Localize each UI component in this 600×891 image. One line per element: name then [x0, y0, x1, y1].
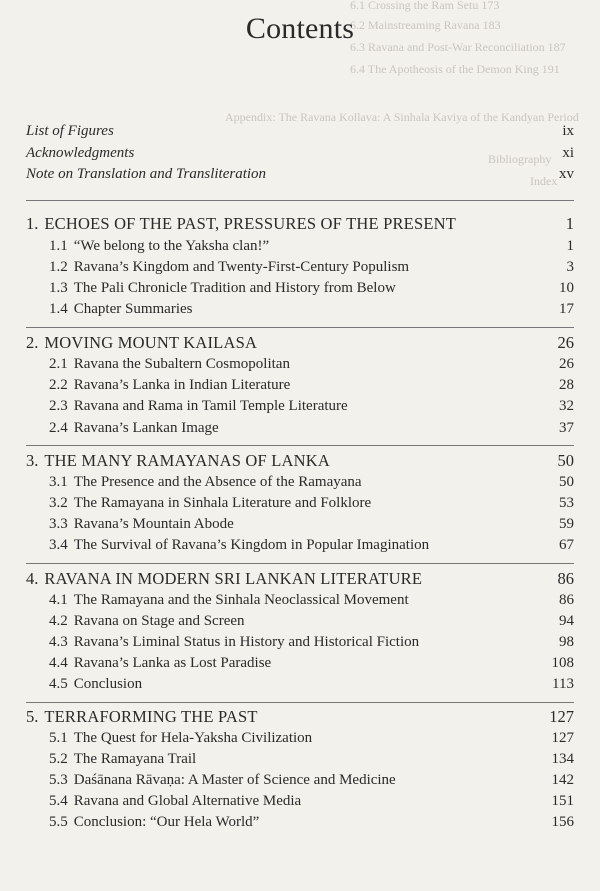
page-number: 127 — [551, 730, 574, 746]
section-number: 2.1 — [49, 356, 68, 372]
section-entry[interactable] — [49, 730, 574, 747]
bleed-through-line: 6.3 Ravana and Post-War Reconciliation 187 — [350, 40, 566, 54]
section-title: The Ramayana in Sinhala Literature and Folklore — [73, 495, 372, 511]
page-number: 86 — [559, 592, 574, 608]
section-entry[interactable] — [49, 238, 574, 255]
section-number: 1.4 — [49, 301, 68, 317]
page-number: 50 — [559, 474, 574, 490]
page-number: 1 — [566, 238, 574, 254]
page-number: 98 — [559, 634, 574, 650]
page-number: 156 — [551, 814, 574, 830]
section-number: 2.4 — [49, 420, 68, 436]
chapter-title: ECHOES OF THE PAST, PRESSURES OF THE PRESENT — [44, 214, 456, 233]
front-matter-entry[interactable] — [26, 166, 574, 183]
section-title: Ravana’s Lanka in Indian Literature — [73, 377, 291, 393]
section-number: 5.5 — [49, 814, 68, 830]
section-entry[interactable] — [49, 772, 574, 789]
bleed-through-line: 6.4 The Apotheosis of the Demon King 191 — [350, 62, 560, 76]
page-number: 53 — [559, 495, 574, 511]
bleed-through-line: Bibliography — [488, 152, 552, 166]
page-number: 94 — [559, 613, 574, 629]
section-number: 1.2 — [49, 259, 68, 275]
section-entry[interactable] — [49, 655, 574, 672]
page-number: 50 — [557, 451, 574, 470]
page-number: 37 — [559, 420, 574, 436]
divider — [26, 702, 574, 703]
section-number: 1.3 — [49, 280, 68, 296]
section-title: Ravana’s Lankan Image — [73, 420, 219, 436]
section-number: 5.1 — [49, 730, 68, 746]
page-title: Contents — [245, 12, 355, 45]
section-title: Ravana on Stage and Screen — [73, 613, 245, 629]
page-number: 28 — [559, 377, 574, 393]
page-number: 26 — [559, 356, 574, 372]
section-entry[interactable] — [49, 751, 574, 768]
section-title: The Survival of Ravana’s Kingdom in Popular Imagination — [73, 537, 430, 553]
section-title: The Presence and the Absence of the Ramayana — [73, 474, 362, 490]
section-entry[interactable] — [49, 474, 574, 491]
section-title: Ravana’s Mountain Abode — [73, 516, 234, 532]
section-entry[interactable] — [49, 356, 574, 373]
page-number: 59 — [559, 516, 574, 532]
section-number: 4.5 — [49, 676, 68, 692]
page-number: 86 — [557, 569, 574, 588]
page-number: 127 — [549, 707, 574, 726]
section-title: Chapter Summaries — [73, 301, 193, 317]
section-entry[interactable] — [49, 495, 574, 512]
divider — [26, 200, 574, 201]
chapter-number: 5. — [26, 707, 39, 726]
section-entry[interactable] — [49, 592, 574, 609]
section-title: Ravana’s Liminal Status in History and Historical Fiction — [73, 634, 420, 650]
page-number: ix — [562, 123, 574, 139]
chapter-title: RAVANA IN MODERN SRI LANKAN LITERATURE — [44, 569, 423, 588]
section-entry[interactable] — [49, 420, 574, 437]
section-number: 3.2 — [49, 495, 68, 511]
section-entry[interactable] — [49, 377, 574, 394]
bleed-through-line: Index — [530, 174, 558, 188]
section-title: Conclusion: “Our Hela World” — [73, 814, 260, 830]
page-number: 113 — [552, 676, 574, 692]
divider — [26, 327, 574, 328]
chapter-heading[interactable] — [26, 707, 574, 727]
chapter-number: 1. — [26, 214, 39, 233]
section-entry[interactable] — [49, 280, 574, 297]
chapter-title: TERRAFORMING THE PAST — [44, 707, 258, 726]
section-title: Ravana’s Lanka as Lost Paradise — [73, 655, 272, 671]
section-entry[interactable] — [49, 259, 574, 276]
section-number: 5.2 — [49, 751, 68, 767]
page-number: xi — [562, 145, 574, 161]
section-number: 4.3 — [49, 634, 68, 650]
section-number: 3.4 — [49, 537, 68, 553]
section-number: 4.2 — [49, 613, 68, 629]
section-number: 3.1 — [49, 474, 68, 490]
section-title: Ravana and Global Alternative Media — [73, 793, 302, 809]
section-number: 5.4 — [49, 793, 68, 809]
section-entry[interactable] — [49, 793, 574, 810]
section-number: 4.1 — [49, 592, 68, 608]
front-matter-entry[interactable] — [26, 145, 574, 162]
chapter-heading[interactable] — [26, 569, 574, 589]
page-number: 67 — [559, 537, 574, 553]
section-number: 5.3 — [49, 772, 68, 788]
section-title: Ravana and Rama in Tamil Temple Literature — [73, 398, 348, 414]
page-number: 26 — [557, 333, 574, 352]
section-title: The Ramayana Trail — [73, 751, 197, 767]
chapter-number: 3. — [26, 451, 39, 470]
section-title: The Ramayana and the Sinhala Neoclassical Movement — [73, 592, 409, 608]
page-number: 1 — [565, 214, 574, 233]
divider — [26, 445, 574, 446]
chapter-heading[interactable] — [26, 214, 574, 234]
section-entry[interactable] — [49, 537, 574, 554]
bleed-through-line: 6.2 Mainstreaming Ravana 183 — [350, 18, 501, 32]
section-entry[interactable] — [49, 301, 574, 318]
page-number: 142 — [551, 772, 574, 788]
page-number: 108 — [551, 655, 574, 671]
front-matter-entry[interactable] — [26, 123, 574, 140]
section-entry[interactable] — [49, 814, 574, 831]
section-entry[interactable] — [49, 516, 574, 533]
section-number: 4.4 — [49, 655, 68, 671]
chapter-number: 4. — [26, 569, 39, 588]
page-number: xv — [559, 166, 574, 182]
page-number: 3 — [566, 259, 574, 275]
section-entry[interactable] — [49, 613, 574, 630]
section-entry[interactable] — [49, 676, 574, 693]
section-entry[interactable] — [49, 634, 574, 651]
chapter-number: 2. — [26, 333, 39, 352]
section-number: 3.3 — [49, 516, 68, 532]
chapter-heading[interactable] — [26, 333, 574, 353]
page-number: 17 — [559, 301, 574, 317]
bleed-through-line: Appendix: The Ravana Kollava: A Sinhala Kaviya of the Kandyan Period — [225, 110, 579, 124]
section-title: Conclusion — [73, 676, 143, 692]
divider — [26, 563, 574, 564]
entry-title: Acknowledgments — [26, 145, 135, 161]
section-number: 2.2 — [49, 377, 68, 393]
section-title: Ravana the Subaltern Cosmopolitan — [73, 356, 290, 372]
chapter-heading[interactable] — [26, 451, 574, 471]
section-number: 1.1 — [49, 238, 68, 254]
entry-title: List of Figures — [26, 123, 114, 139]
section-entry[interactable] — [49, 398, 574, 415]
section-title: The Pali Chronicle Tradition and History from Below — [73, 280, 396, 296]
page-number: 10 — [559, 280, 574, 296]
section-title: Daśānana Rāvaṇa: A Master of Science and Medicine — [73, 772, 396, 788]
page-number: 32 — [559, 398, 574, 414]
page-number: 134 — [551, 751, 574, 767]
section-title: “We belong to the Yaksha clan!” — [73, 238, 270, 254]
bleed-through-line: 6.1 Crossing the Ram Setu 173 — [350, 0, 500, 12]
chapter-title: THE MANY RAMAYANAS OF LANKA — [44, 451, 330, 470]
page-number: 151 — [551, 793, 574, 809]
section-title: The Quest for Hela-Yaksha Civilization — [73, 730, 313, 746]
section-number: 2.3 — [49, 398, 68, 414]
chapter-title: MOVING MOUNT KAILASA — [44, 333, 258, 352]
section-title: Ravana’s Kingdom and Twenty-First-Century Populism — [73, 259, 410, 275]
entry-title: Note on Translation and Transliteration — [26, 166, 267, 182]
